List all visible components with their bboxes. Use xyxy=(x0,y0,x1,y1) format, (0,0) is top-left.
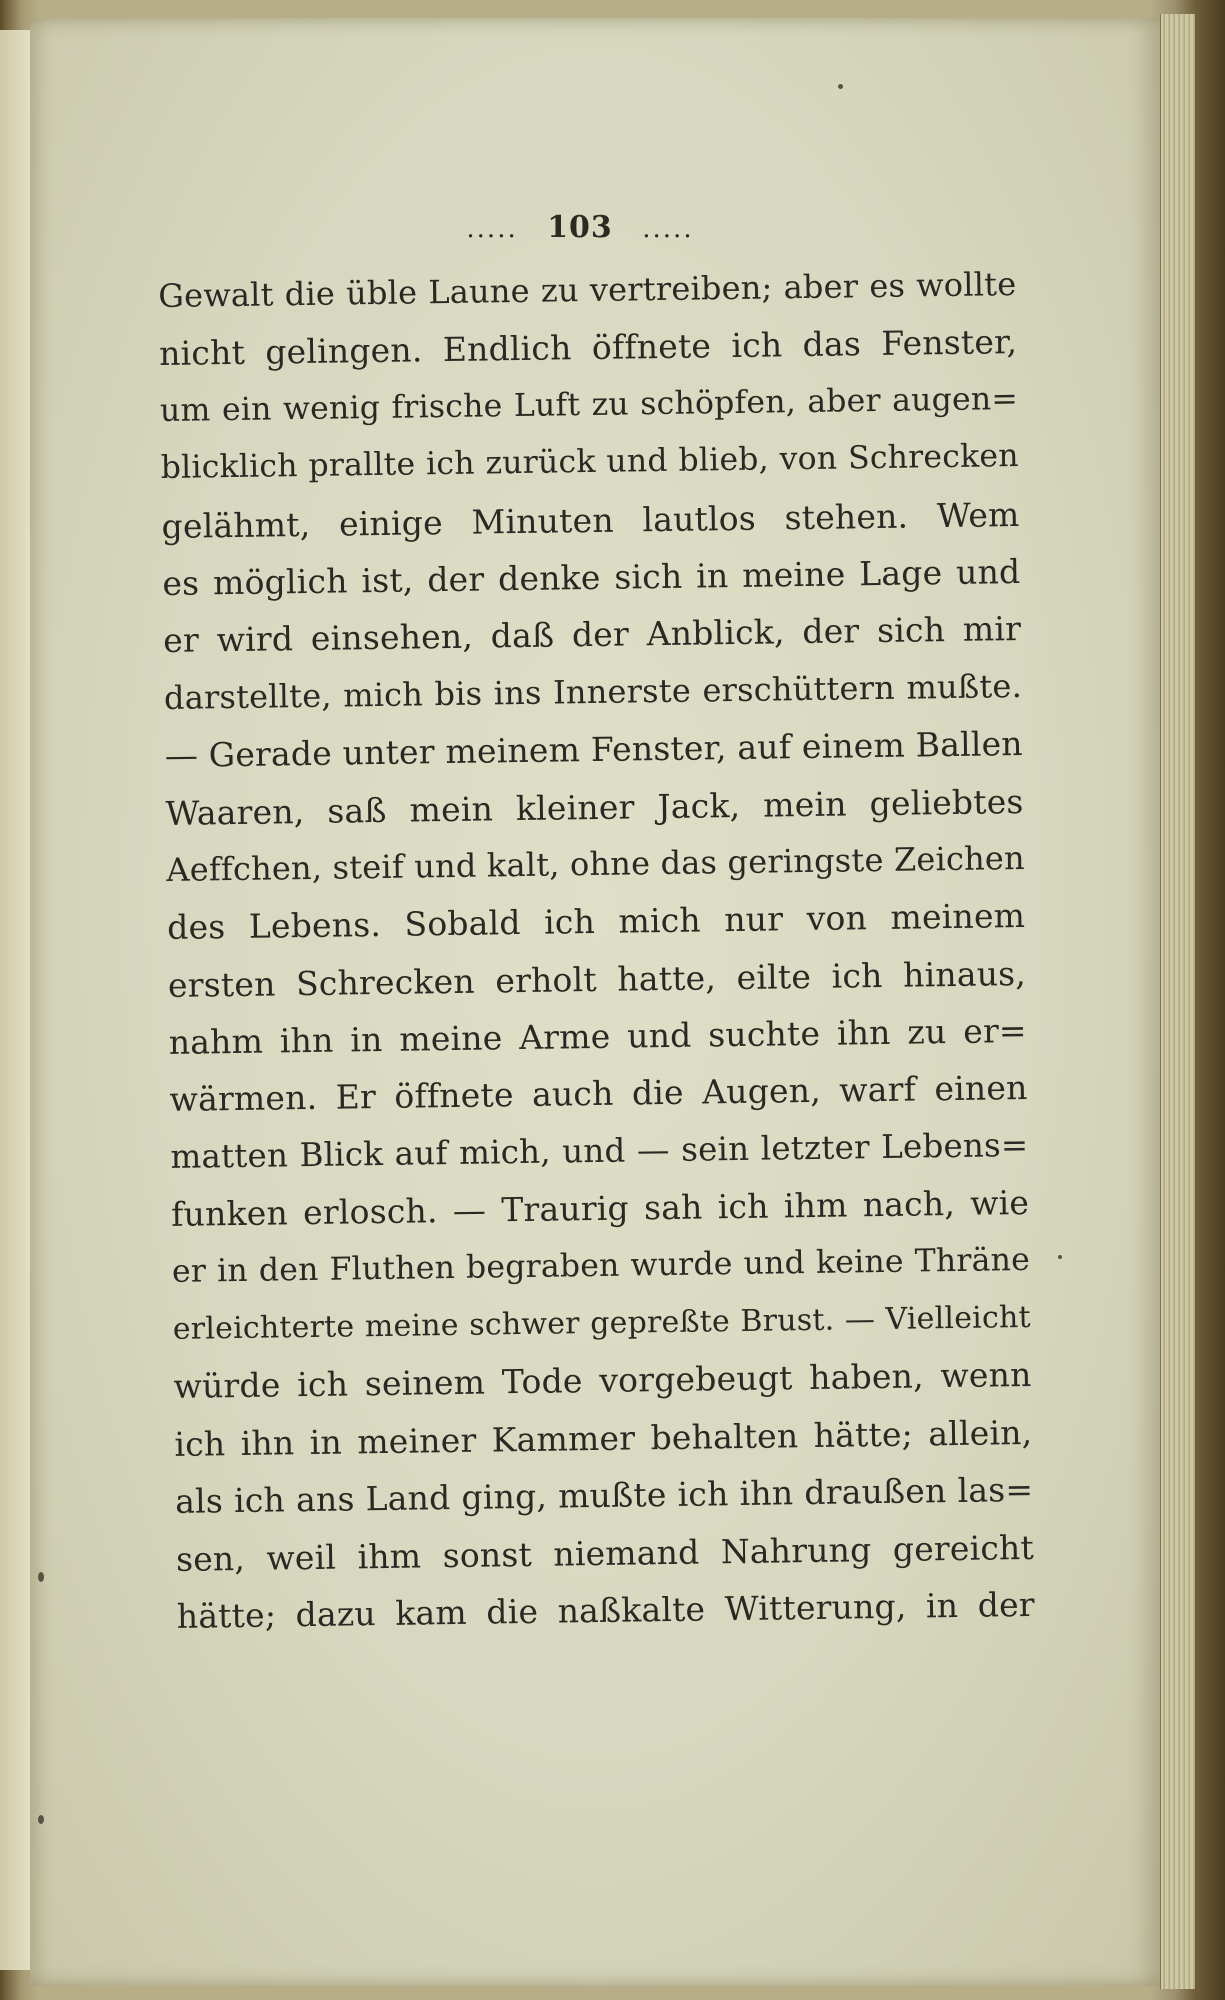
text-line: er wird einsehen, daß der Anblick, der sich mir xyxy=(162,609,1022,661)
text-line: Gewalt die üble Laune zu vertreiben; aber es wollte xyxy=(158,265,1017,315)
text-line: hätte; dazu kam die naßkalte Witterung, in der xyxy=(176,1584,1036,1636)
paper-speck xyxy=(1058,1255,1062,1259)
text-line: ersten Schrecken erholt hatte, eilte ich hinaus, xyxy=(167,953,1027,1005)
text-line: nicht gelingen. Endlich öffnete ich das Fenster, xyxy=(158,322,1018,374)
text-line: als ich ans Land ging, mußte ich ihn draußen las= xyxy=(174,1470,1034,1522)
paper-speck xyxy=(38,1572,44,1582)
text-line: gelähmt, einige Minuten lautlos stehen. Wem xyxy=(161,494,1020,546)
text-line: sen, weil ihm sonst niemand Nahrung gereicht xyxy=(175,1527,1035,1579)
body-text xyxy=(158,256,1035,1645)
text-line: des Lebens. Sobald ich mich nur von meinem xyxy=(166,896,1026,948)
text-line: um ein wenig frische Luft zu schöpfen, aber augen= xyxy=(159,380,1019,429)
page-header xyxy=(0,210,1160,245)
text-line: er in den Fluthen begraben wurde und keine Thräne xyxy=(171,1241,1031,1290)
paper-speck xyxy=(838,84,843,89)
text-line: blicklich prallte ich zurück und blieb, von Schrecken xyxy=(160,438,1019,487)
header-right-dots: ..... xyxy=(642,214,694,244)
text-line: ich ihn in meiner Kammer behalten hätte; allein, xyxy=(174,1412,1033,1464)
header-left-dots: ..... xyxy=(466,214,518,244)
text-line: wärmen. Er öffnete auch die Augen, warf einen xyxy=(169,1068,1028,1120)
text-line: Aeffchen, steif und kalt, ohne das geringste Zeichen xyxy=(166,838,1026,889)
paper-speck xyxy=(38,1815,44,1824)
text-line: Waaren, saß mein kleiner Jack, mein geliebtes xyxy=(165,781,1024,833)
text-line: würde ich seinem Tode vorgebeugt haben, wenn xyxy=(173,1355,1032,1407)
previous-page-edge xyxy=(0,30,34,1970)
text-line: nahm ihn in meine Arme und suchte ihn zu er= xyxy=(168,1011,1028,1063)
page-number: 103 xyxy=(547,210,613,245)
page-stack-edge xyxy=(1160,14,1195,1989)
text-line: darstellte, mich bis ins Innerste erschüttern mußte. xyxy=(163,666,1023,717)
text-line: erleichterte meine schwer gepreßte Brust. — Vielleicht xyxy=(172,1299,1031,1347)
text-line: funken erlosch. — Traurig sah ich ihm nach, wie xyxy=(170,1183,1030,1235)
text-line: — Gerade unter meinem Fenster, auf einem Ballen xyxy=(164,724,1023,776)
text-line: es möglich ist, der denke sich in meine Lage und xyxy=(162,551,1021,603)
text-line: matten Blick auf mich, und — sein letzter Lebens= xyxy=(170,1125,1029,1176)
